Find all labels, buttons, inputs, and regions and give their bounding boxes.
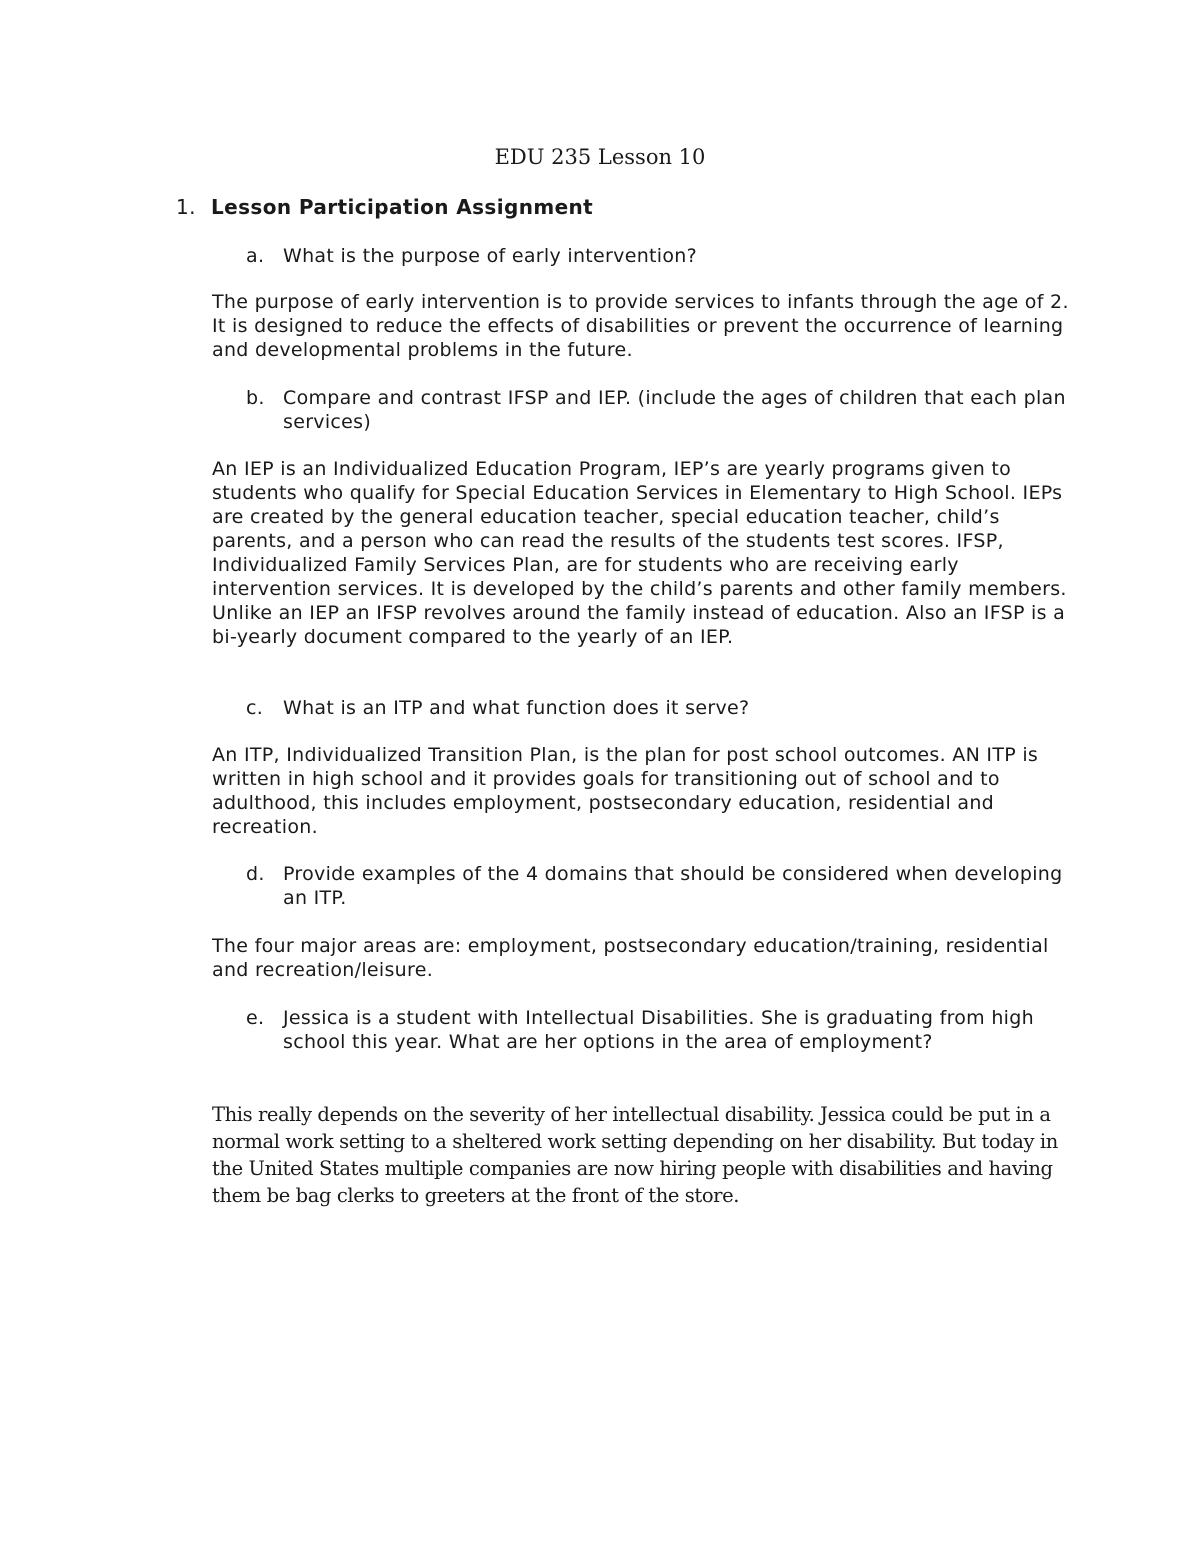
question-letter: e. xyxy=(246,1007,265,1029)
question-text: Provide examples of the 4 domains that should be considered when developing an ITP. xyxy=(283,863,1063,909)
question-letter: a. xyxy=(246,245,265,267)
question-letter: b. xyxy=(246,387,265,409)
answer-d: The four major areas are: employment, postsecondary education/training, residential and recreation/leisure. xyxy=(212,935,1049,981)
section-heading xyxy=(176,195,593,219)
question-b xyxy=(246,386,1076,434)
answer-e: This really depends on the severity of her intellectual disability. Jessica could be put in a normal work setting to a sheltered work setting depending on her disability. But today in the United States multiple companies are now hiring people with disabilities and having them be bag clerks to greeters at the front of the store. xyxy=(212,1103,1058,1207)
section-number: 1. xyxy=(176,195,196,219)
question-text: What is the purpose of early intervention? xyxy=(283,245,698,267)
document-title: EDU 235 Lesson 10 xyxy=(494,145,706,169)
question-text: What is an ITP and what function does it serve? xyxy=(283,697,750,719)
question-e xyxy=(246,1006,1076,1054)
answer-a: The purpose of early intervention is to provide services to infants through the age of 2. It is designed to reduce the effects of disabilities or prevent the occurrence of learning and developmental problems in the future. xyxy=(212,291,1069,361)
question-text: Compare and contrast IFSP and IEP. (include the ages of children that each plan services) xyxy=(283,387,1066,433)
question-d xyxy=(246,862,1076,910)
section-heading-text: Lesson Participation Assignment xyxy=(211,195,594,219)
answer-c: An ITP, Individualized Transition Plan, is the plan for post school outcomes. AN ITP is written in high school and it provides goals for transitioning out of school and to adulthood, this includes employment, postsecondary education, residential and recreation. xyxy=(212,744,1039,838)
question-letter: c. xyxy=(246,697,264,719)
question-letter: d. xyxy=(246,863,265,885)
question-c xyxy=(246,696,1076,720)
question-a xyxy=(246,244,1076,268)
answer-b: An IEP is an Individualized Education Program, IEP’s are yearly programs given to students who qualify for Special Education Services in Elementary to High School. IEPs are created by the general education teacher, special education teacher, child’s parents, and a person who can read the results of the students test scores. IFSP, Individualized Family Services Plan, are for students who are receiving early intervention services. It is developed by the child’s parents and other family members. Unlike an IEP an IFSP revolves around the family instead of education. Also an IFSP is a bi-yearly document compared to the yearly of an IEP. xyxy=(212,458,1067,648)
question-text: Jessica is a student with Intellectual Disabilities. She is graduating from high school this year. What are her options in the area of employment? xyxy=(283,1007,1034,1053)
